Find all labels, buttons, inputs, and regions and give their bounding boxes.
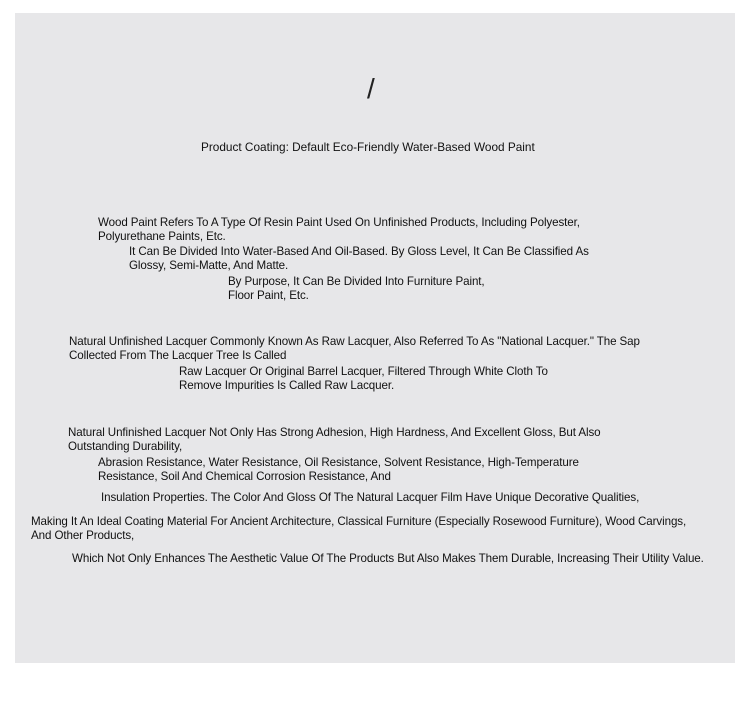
paragraph-10: Which Not Only Enhances The Aesthetic Value Of The Products But Also Makes Them Durable, Increasing Their Utility Value. xyxy=(72,552,704,565)
paragraph-2: It Can Be Divided Into Water-Based And Oil-Based. By Gloss Level, It Can Be Classified As Glossy, Semi-Matte, And Matte. xyxy=(129,245,589,272)
page-title: Product Coating: Default Eco-Friendly Water-Based Wood Paint xyxy=(201,140,535,154)
paragraph-1: Wood Paint Refers To A Type Of Resin Paint Used On Unfinished Products, Including Polyester, Polyurethane Paints, Etc. xyxy=(98,216,580,243)
paragraph-8: Insulation Properties. The Color And Gloss Of The Natural Lacquer Film Have Unique Decorative Qualities, xyxy=(101,491,640,504)
paragraph-3: By Purpose, It Can Be Divided Into Furniture Paint, Floor Paint, Etc. xyxy=(228,275,485,302)
paragraph-4: Natural Unfinished Lacquer Commonly Known As Raw Lacquer, Also Referred To As "National Lacquer." The Sap Collected From The Lacquer Tree Is Called xyxy=(69,335,640,362)
paragraph-6: Natural Unfinished Lacquer Not Only Has Strong Adhesion, High Hardness, And Excellent Gloss, But Also Outstanding Durability, xyxy=(68,426,601,453)
divider-slash: / xyxy=(367,73,375,104)
paragraph-9: Making It An Ideal Coating Material For Ancient Architecture, Classical Furniture (Especially Rosewood Furniture), Wood Carvings, And Other Products, xyxy=(31,515,687,542)
paragraph-5: Raw Lacquer Or Original Barrel Lacquer, Filtered Through White Cloth To Remove Impurities Is Called Raw Lacquer. xyxy=(179,365,548,392)
paragraph-7: Abrasion Resistance, Water Resistance, Oil Resistance, Solvent Resistance, High-Temperature Resistance, Soil And Chemical Corrosion Resistance, And xyxy=(98,456,579,483)
